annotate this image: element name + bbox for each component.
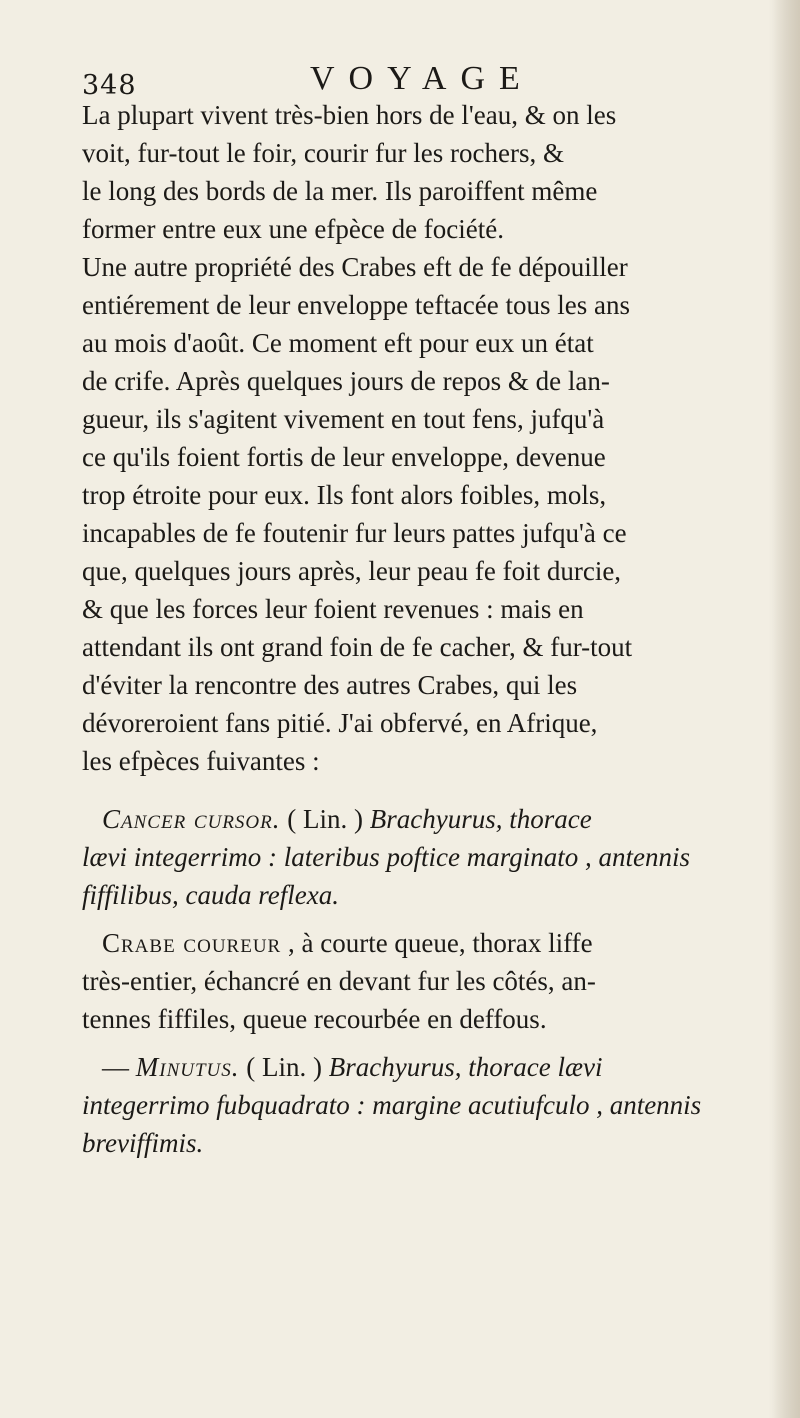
page-header <box>82 52 642 102</box>
text-line: que, quelques jours après, leur peau fe foit durcie, <box>82 556 622 586</box>
french-description-line <box>82 924 772 962</box>
latin-description-line: fiffilibus, cauda reflexa. <box>82 880 339 910</box>
text-line: entiérement de leur enveloppe teftacée tous les ans <box>82 290 631 320</box>
entry-dash: — <box>102 1052 136 1082</box>
latin-description-line: lævi integerrimo : lateribus poftice marginato , antennis <box>82 842 690 872</box>
latin-description-line: breviffimis. <box>82 1128 204 1158</box>
text-line: gueur, ils s'agitent vivement en tout fens, jufqu'à <box>82 404 605 434</box>
french-description-line: très-entier, échancré en devant fur les côtés, an- <box>82 966 596 996</box>
text-line: voit, fur-tout le foir, courir fur les rochers, & <box>82 138 564 168</box>
text-line: former entre eux une efpèce de fociété. <box>82 214 504 244</box>
text-line: les efpèces fuivantes : <box>82 746 320 776</box>
paragraph-2 <box>82 248 772 780</box>
page-number: 348 <box>82 70 137 101</box>
french-diagnosis: , à courte queue, thorax liffe <box>281 928 593 958</box>
spacer <box>82 914 772 924</box>
text-line: La plupart vivent très-bien hors de l'eau, & on les <box>82 100 617 130</box>
latin-diagnosis: Brachyurus, thorace <box>369 804 592 834</box>
text-line: trop étroite pour eux. Ils font alors foibles, mols, <box>82 480 607 510</box>
text-line: le long des bords de la mer. Ils paroiffent même <box>82 176 598 206</box>
text-line: ce qu'ils foient fortis de leur enveloppe, devenue <box>82 442 606 472</box>
page-edge-shadow <box>772 0 800 1418</box>
text-line: au mois d'août. Ce moment eft pour eux un état <box>82 328 594 358</box>
text-line: dévoreroient fans pitié. J'ai obfervé, en Afrique, <box>82 708 598 738</box>
latin-species-name: Cancer cursor. <box>102 804 281 834</box>
text-line: attendant ils ont grand foin de fe cacher, & fur-tout <box>82 632 633 662</box>
text-line: de crife. Après quelques jours de repos & de lan- <box>82 366 610 396</box>
french-description-line: tennes fiffiles, queue recourbée en deffous. <box>82 1004 547 1034</box>
spacer <box>82 1038 772 1048</box>
linnaeus-reference: ( Lin. ) <box>280 804 370 834</box>
french-species-name: Crabe coureur <box>102 928 282 958</box>
latin-species-name: Minutus. <box>135 1052 240 1082</box>
linnaeus-reference: ( Lin. ) <box>239 1052 329 1082</box>
latin-description-line: integerrimo fubquadrato : margine acutiufculo , antennis <box>82 1090 702 1120</box>
species-entry-cancer-cursor <box>82 800 772 1038</box>
paragraph-1 <box>82 96 772 248</box>
species-entry-minutus <box>82 1048 772 1162</box>
text-line: Une autre propriété des Crabes eft de fe dépouiller <box>82 252 628 282</box>
text-line: & que les forces leur foient revenues : mais en <box>82 594 584 624</box>
text-line: d'éviter la rencontre des autres Crabes, qui les <box>82 670 578 700</box>
body-text <box>82 96 772 1162</box>
text-line: incapables de fe foutenir fur leurs pattes jufqu'à ce <box>82 518 627 548</box>
latin-diagnosis: Brachyurus, thorace lævi <box>328 1052 603 1082</box>
latin-description-line <box>82 1048 772 1086</box>
spacer <box>82 780 772 800</box>
running-title: VOYAGE <box>310 60 534 97</box>
latin-description-line <box>82 800 772 838</box>
